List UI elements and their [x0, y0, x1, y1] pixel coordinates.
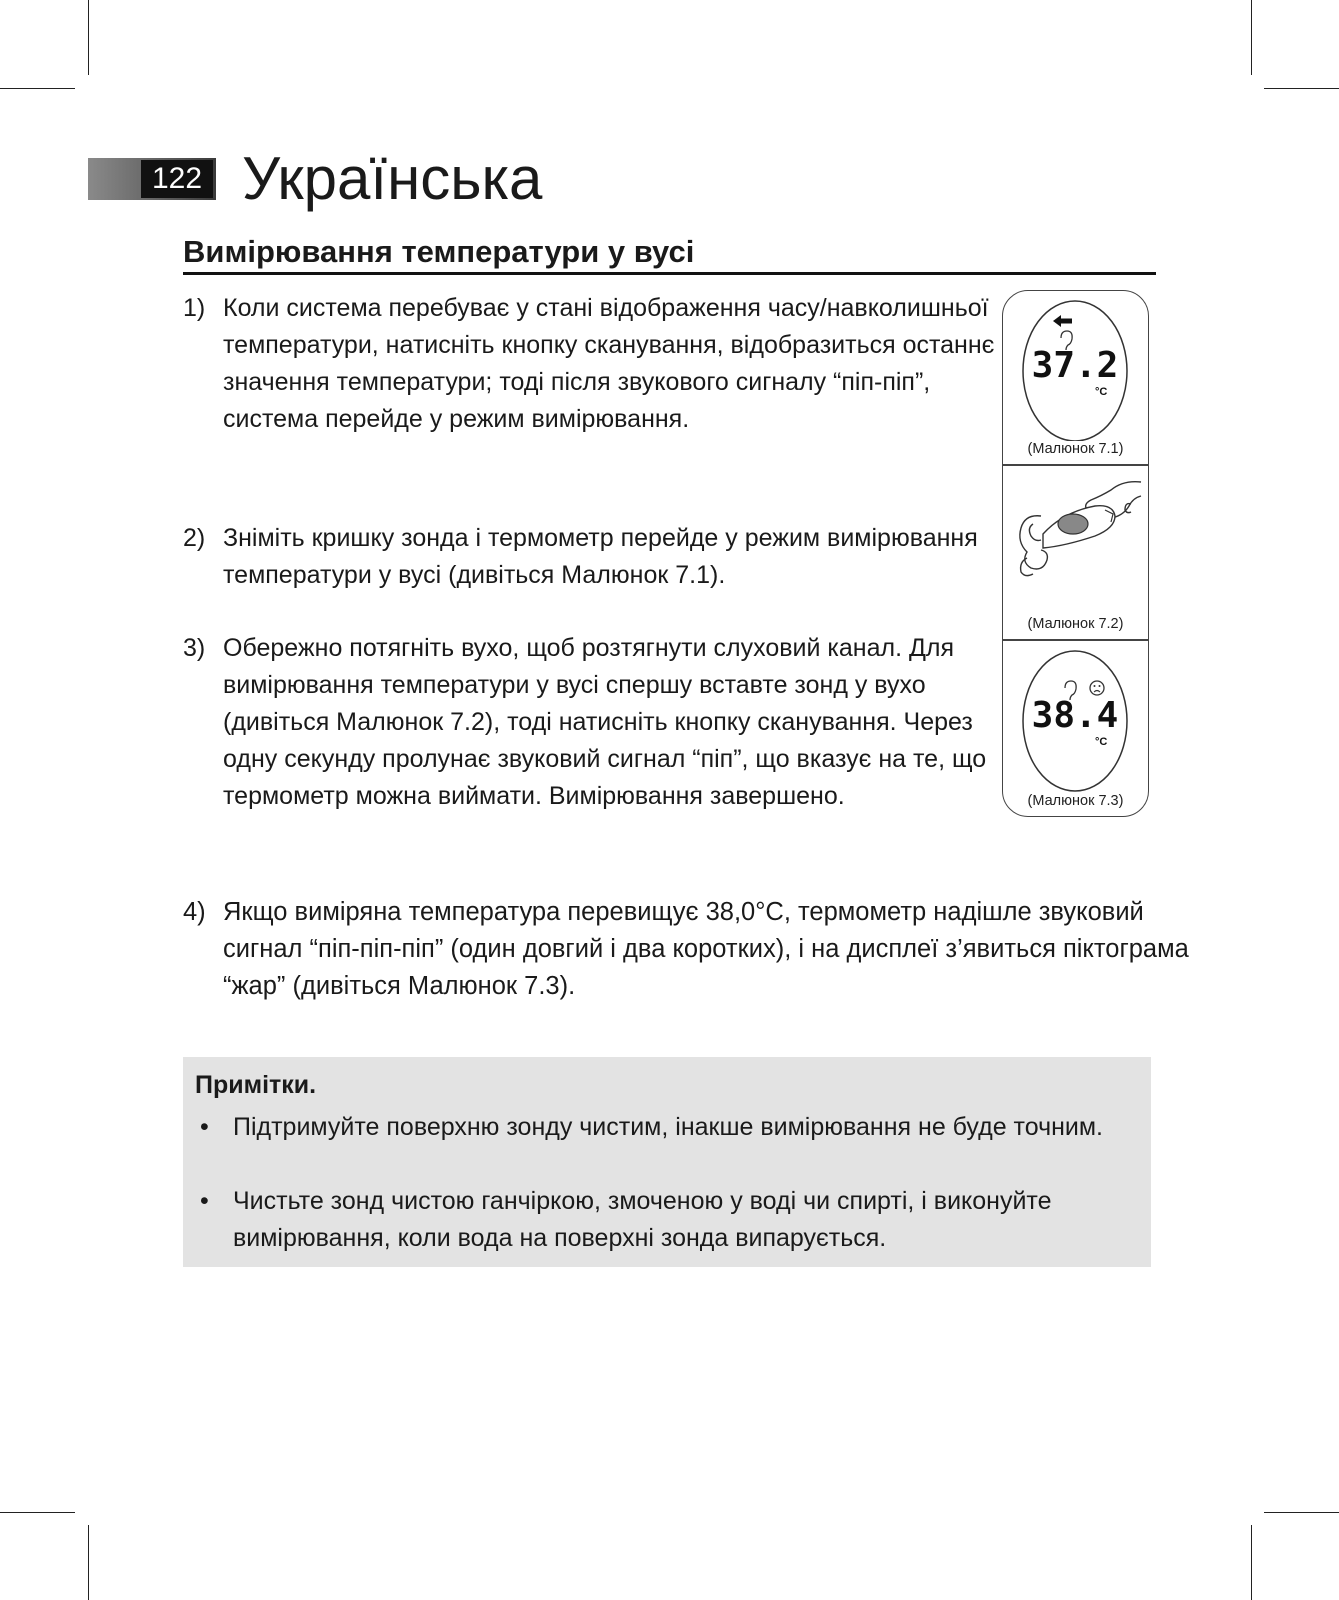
note-item — [195, 1109, 1173, 1146]
figure-caption: (Малюнок 7.1) — [1027, 441, 1124, 457]
step-number: 3) — [183, 634, 206, 662]
thermometer-display-illustration — [1003, 641, 1148, 793]
step-text: Коли система перебуває у стані відображення часу/навколишньої температури, натисніть кнопку сканування, відобразиться останнє значення температури; тоді після звукового сигналу “піп-піп”, система перейде у режим вимірювання. — [223, 294, 995, 433]
step-item — [183, 290, 1013, 438]
note-text: Чистьте зонд чистою ганчіркою, змоченою у воді чи спирті, і виконуйте вимірювання, коли вода на поверхні зонда випарується. — [233, 1187, 1052, 1252]
language-title: Українська — [242, 145, 543, 212]
thermometer-icon — [1043, 506, 1115, 548]
figures-panel — [1002, 290, 1149, 817]
ear-insertion-illustration — [1003, 466, 1148, 616]
display-unit: °C — [1095, 386, 1108, 398]
step-item — [183, 520, 1013, 594]
bullet: • — [200, 1187, 209, 1215]
notes-title: Примітки. — [195, 1071, 317, 1099]
section-rule — [183, 272, 1156, 275]
notes-box — [183, 1057, 1151, 1267]
note-item — [195, 1183, 1173, 1257]
display-reading: 38.4 — [1031, 695, 1119, 736]
crop-mark — [1251, 0, 1252, 75]
step-text: Якщо виміряна температура перевищує 38,0°C, термометр надішле звуковий сигнал “піп-піп-піп” (один довгий і два коротких), і на дисплеї з’явиться піктограма “жар” (дивіться Малюнок 7.3). — [223, 898, 1189, 1000]
page-number: 122 — [141, 160, 213, 198]
crop-mark — [1264, 88, 1339, 89]
thermometer-display-illustration — [1003, 291, 1148, 441]
crop-mark — [1264, 1512, 1339, 1513]
crop-mark — [88, 1525, 89, 1600]
crop-mark — [0, 88, 75, 89]
crop-mark — [0, 1512, 75, 1513]
step-number: 4) — [183, 898, 206, 926]
section-title: Вимірювання температури у вусі — [183, 234, 695, 269]
crop-mark — [1251, 1525, 1252, 1600]
figure-caption: (Малюнок 7.3) — [1027, 793, 1124, 809]
figure-caption: (Малюнок 7.2) — [1027, 616, 1124, 632]
step-item — [183, 894, 1203, 1005]
note-text: Підтримуйте поверхню зонду чистим, інакше вимірювання не буде точним. — [233, 1113, 1103, 1141]
figure-7-1 — [1003, 291, 1148, 465]
step-number: 2) — [183, 524, 206, 552]
step-number: 1) — [183, 294, 206, 322]
figure-7-2 — [1003, 466, 1148, 640]
step-text: Обережно потягніть вухо, щоб розтягнути слуховий канал. Для вимірювання температури у вусі спершу вставте зонд у вухо (дивіться Малюнок 7.2), тоді натисніть кнопку сканування. Через одну секунду пролунає звуковий сигнал “піп”, що вказує на те, що термометр можна виймати. Вимірювання завершено. — [223, 634, 987, 810]
display-unit: °C — [1095, 736, 1108, 748]
figure-7-3 — [1003, 641, 1148, 816]
arrow-left-icon — [1053, 315, 1072, 327]
bullet: • — [200, 1113, 209, 1141]
fever-face-icon — [1090, 681, 1104, 695]
step-item — [183, 630, 1013, 815]
step-text: Зніміть кришку зонда і термометр перейде у режим вимірювання температури у вусі (дивіться Малюнок 7.1). — [223, 524, 978, 589]
crop-mark — [88, 0, 89, 75]
display-reading: 37.2 — [1031, 345, 1119, 386]
